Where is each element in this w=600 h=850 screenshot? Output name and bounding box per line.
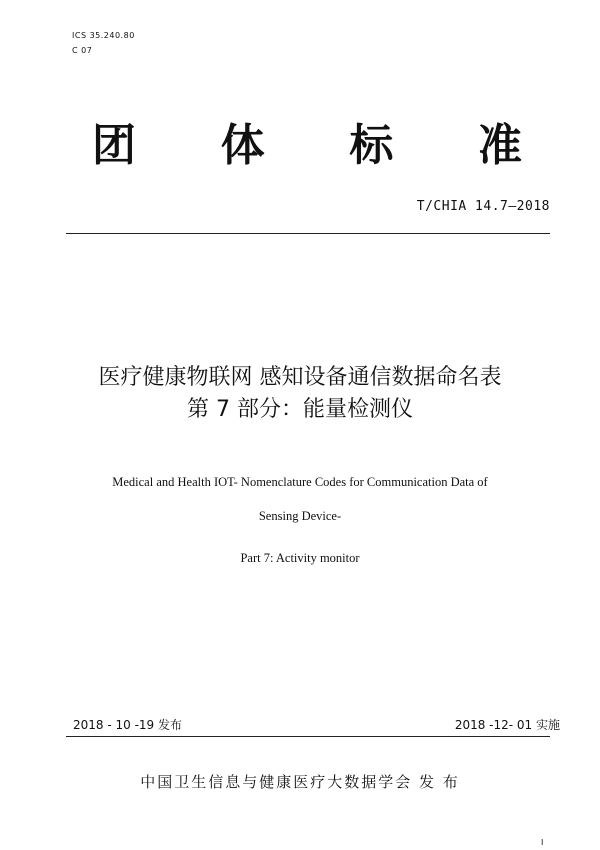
english-title-line-2: Sensing Device-	[258, 509, 342, 523]
ics-code: ICS 35.240.80	[72, 31, 135, 40]
english-title-line-3: Part 7: Activity monitor	[240, 551, 360, 565]
publisher: 中国卫生信息与健康医疗大数据学会 发 布	[140, 773, 460, 791]
page-marker: I	[541, 838, 544, 847]
issue-date: 2018 - 10 -19 发布	[73, 718, 182, 732]
english-title-line-1: Medical and Health IOT- Nomenclature Codes for Communication Data of	[112, 475, 488, 489]
header-divider	[66, 233, 550, 234]
chinese-title-line-2: 第 7 部分：能量检测仪	[187, 397, 413, 422]
title-char-1: 团	[92, 120, 136, 171]
title-char-4: 准	[477, 120, 522, 171]
standard-number: T/CHIA 14.7—2018	[416, 199, 550, 214]
title-char-2: 体	[220, 120, 265, 171]
chinese-title-line-1: 医疗健康物联网 感知设备通信数据命名表	[98, 365, 502, 390]
document-type-title	[92, 120, 522, 172]
footer-divider	[66, 736, 550, 737]
title-char-3: 标	[349, 120, 394, 171]
ccs-code: C 07	[72, 46, 93, 55]
implementation-date: 2018 -12- 01 实施	[454, 718, 560, 732]
